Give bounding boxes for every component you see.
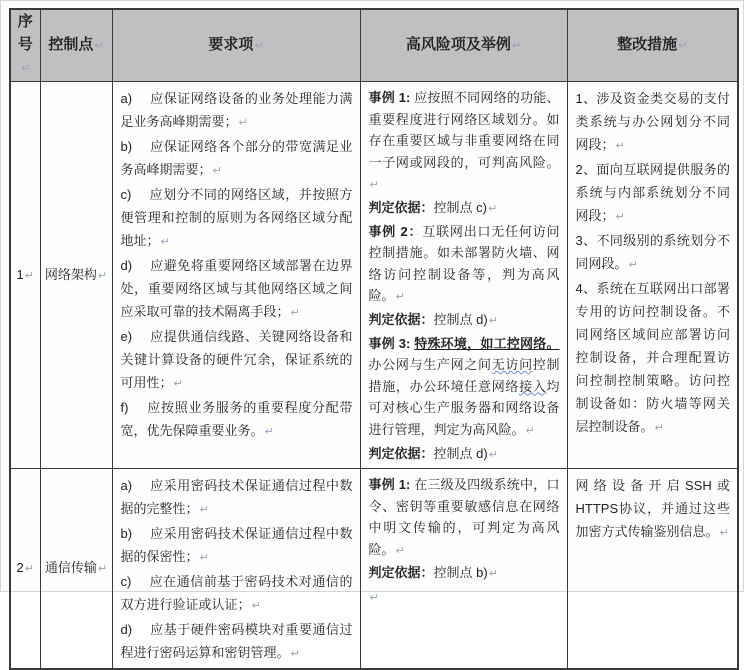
paragraph (121, 396, 353, 444)
paragraph-mark: ↵ (369, 592, 379, 605)
paragraph-mark: ↵ (97, 563, 108, 576)
text-run: 应按照不同网络的功能、重要程度进行网络区域划分。如存在重要区域与非重要网络在同一子网或网段的，可判高风险。 (368, 90, 560, 170)
text-run: 事例 1: (368, 477, 411, 493)
text-run: 2、面向互联网提供服务的系统与内部系统划分不同网段； (575, 162, 730, 223)
table-header-row (10, 9, 738, 82)
paragraph-mark: ↵ (24, 269, 34, 282)
paragraph-mark: ↵ (654, 422, 664, 434)
remediation-cell (567, 469, 738, 670)
paragraph-mark: ↵ (511, 40, 522, 52)
text-run: 1 (16, 266, 24, 282)
text-run: e) 应提供通信线路、关键网络设备和关键计算设备的硬件冗余，保证系统的可用性； (120, 329, 353, 390)
text-run: a) 应保证网络设备的业务处理能力满足业务高峰期需要； (120, 91, 353, 129)
paragraph-mark: ↵ (369, 179, 379, 192)
text-run: 控制点 d) (433, 445, 488, 461)
text-run: 互联网出口无任何访问控制措施。如未部署防火墙、网络访问控制设备等，判为高风险。 (368, 223, 560, 304)
paragraph (369, 87, 560, 197)
control-point-cell (40, 82, 112, 469)
paragraph-mark: ↵ (21, 63, 31, 75)
header-remediation (567, 9, 738, 82)
paragraph (121, 618, 353, 666)
paragraph-mark: ↵ (719, 527, 729, 540)
paragraph-mark: ↵ (290, 648, 300, 661)
text-run: 控制点 b) (433, 565, 488, 581)
header-high-risk-examples (360, 9, 567, 82)
table-row-1 (10, 82, 738, 469)
text-run: 2 (16, 560, 24, 576)
paragraph (576, 229, 731, 277)
header-label: 要求项 (208, 36, 254, 53)
requirements-cell (112, 82, 360, 469)
paragraph-mark: ↵ (160, 236, 170, 248)
text-run: 控制点 d) (433, 311, 488, 327)
text-run: 事例 3: (368, 335, 415, 351)
table-row-2 (10, 469, 738, 670)
paragraph-mark: ↵ (24, 563, 34, 576)
text-run: 网络架构 (44, 266, 97, 282)
text-run: 1、涉及资金类交易的支付类系统与办公网划分不同网段； (575, 91, 730, 152)
paragraph-mark: ↵ (290, 307, 300, 319)
text-run: 判定依据： (368, 565, 434, 581)
paragraph-mark: ↵ (615, 211, 625, 223)
paragraph-mark: ↵ (395, 544, 405, 557)
text-run: 无访问 (491, 357, 533, 373)
text-run: 事例 2： (368, 223, 423, 239)
paragraph-mark: ↵ (678, 40, 688, 52)
paragraph (369, 197, 560, 221)
header-serial-number (10, 9, 40, 82)
paragraph (121, 474, 353, 522)
text-run: 判定依据： (368, 445, 434, 461)
paragraph (369, 333, 560, 443)
header-label: 高风险项及举例 (405, 36, 511, 53)
text-run: 3、不同级别的系统划分不同网段。 (575, 233, 730, 271)
high-risk-examples-cell (360, 82, 567, 469)
paragraph (121, 183, 353, 254)
paragraph-mark: ↵ (488, 568, 498, 581)
paragraph (369, 443, 560, 467)
paragraph-mark: ↵ (264, 426, 274, 438)
paragraph (369, 221, 560, 309)
text-run: 特殊环境，如工控网络。 (414, 335, 560, 351)
text-run: 事例 1: (368, 90, 411, 105)
text-run: d) 应基于硬件密码模块对重要通信过程进行密码运算和密钥管理。 (120, 622, 353, 661)
text-run: 接入 (519, 378, 547, 394)
text-run: b) 应保证网络各个部分的带宽满足业务高峰期需要； (120, 139, 353, 177)
text-run: 4、系统在互联网出口部署专用的访问控制设备。不同网络区域间应部署访问控制设备，并合理配置访问控制控制策略。访问控制设备如：防火墙等网关层控制设备。 (575, 281, 730, 434)
serial-number-cell (10, 469, 40, 670)
paragraph (121, 570, 353, 618)
paragraph-mark: ↵ (525, 424, 535, 437)
paragraph (121, 87, 353, 135)
paragraph (369, 562, 560, 586)
paragraph (121, 254, 353, 325)
paragraph (369, 474, 560, 562)
paragraph-mark: ↵ (628, 259, 638, 271)
text-run: 网络设备开启SSH或HTTPS协议，并通过这些加密方式传输鉴别信息。 (575, 478, 730, 540)
paragraph-mark: ↵ (94, 40, 104, 52)
requirements-cell (112, 469, 360, 670)
table-body (10, 82, 738, 670)
serial-number-cell (10, 82, 40, 469)
paragraph-mark: ↵ (251, 600, 261, 613)
paragraph-mark: ↵ (488, 314, 498, 327)
text-run: f) 应按照业务服务的重要程度分配带宽，优先保障重要业务。 (120, 400, 353, 438)
paragraph (576, 87, 731, 158)
paragraph-mark: ↵ (199, 504, 209, 517)
text-run: 通信传输 (44, 560, 97, 576)
header-label: 序号 (17, 13, 33, 53)
paragraph (121, 522, 353, 570)
paragraph (121, 135, 353, 183)
high-risk-examples-cell (360, 469, 567, 670)
paragraph-mark: ↵ (97, 269, 108, 282)
paragraph (576, 277, 731, 440)
text-run: 办公网与生产网之间 (368, 357, 492, 373)
header-label: 控制点 (48, 36, 94, 53)
paragraph (576, 474, 731, 545)
paragraph (369, 586, 560, 610)
paragraph-mark: ↵ (199, 552, 209, 565)
remediation-cell (567, 82, 738, 469)
paragraph-mark: ↵ (173, 378, 183, 390)
paragraph-mark: ↵ (395, 291, 405, 304)
text-run: c) 应在通信前基于密码技术对通信的双方进行验证或认证； (120, 574, 353, 613)
header-label: 整改措施 (617, 36, 678, 53)
paragraph (369, 309, 560, 333)
paragraph-mark: ↵ (487, 202, 498, 215)
text-run: 控制点 c) (433, 199, 487, 215)
control-point-cell (40, 469, 112, 670)
header-control-point (40, 9, 112, 82)
security-requirements-table (9, 8, 739, 670)
paragraph-mark: ↵ (254, 40, 264, 52)
text-run: 在三级及四级系统中，口令、密钥等重要敏感信息在网络中明文传输的，可判定为高风险。 (368, 477, 560, 557)
text-run: 判定依据： (368, 311, 434, 327)
text-run: c) 应划分不同的网络区域，并按照方便管理和控制的原则为各网络区域分配地址； (120, 187, 353, 248)
text-run: 判定依据： (368, 199, 434, 215)
header-requirements (112, 9, 360, 82)
text-run: a) 应采用密码技术保证通信过程中数据的完整性； (120, 478, 353, 517)
text-run: b) 应采用密码技术保证通信过程中数据的保密性； (120, 526, 353, 565)
paragraph (576, 158, 731, 229)
paragraph (121, 325, 353, 396)
text-run: 均可对核心生产服务器和网络设备进行管理，判定为高风险。 (368, 378, 560, 437)
text-run: d) 应避免将重要网络区域部署在边界处，重要网络区域与其他网络区域之间应采取可靠的技术隔离手段； (120, 258, 353, 319)
paragraph-mark: ↵ (615, 140, 625, 152)
paragraph-mark: ↵ (212, 165, 222, 177)
paragraph-mark: ↵ (238, 117, 248, 129)
text-run: 控制措施，办公环境任意网络 (368, 357, 560, 394)
paragraph-mark: ↵ (488, 448, 498, 461)
